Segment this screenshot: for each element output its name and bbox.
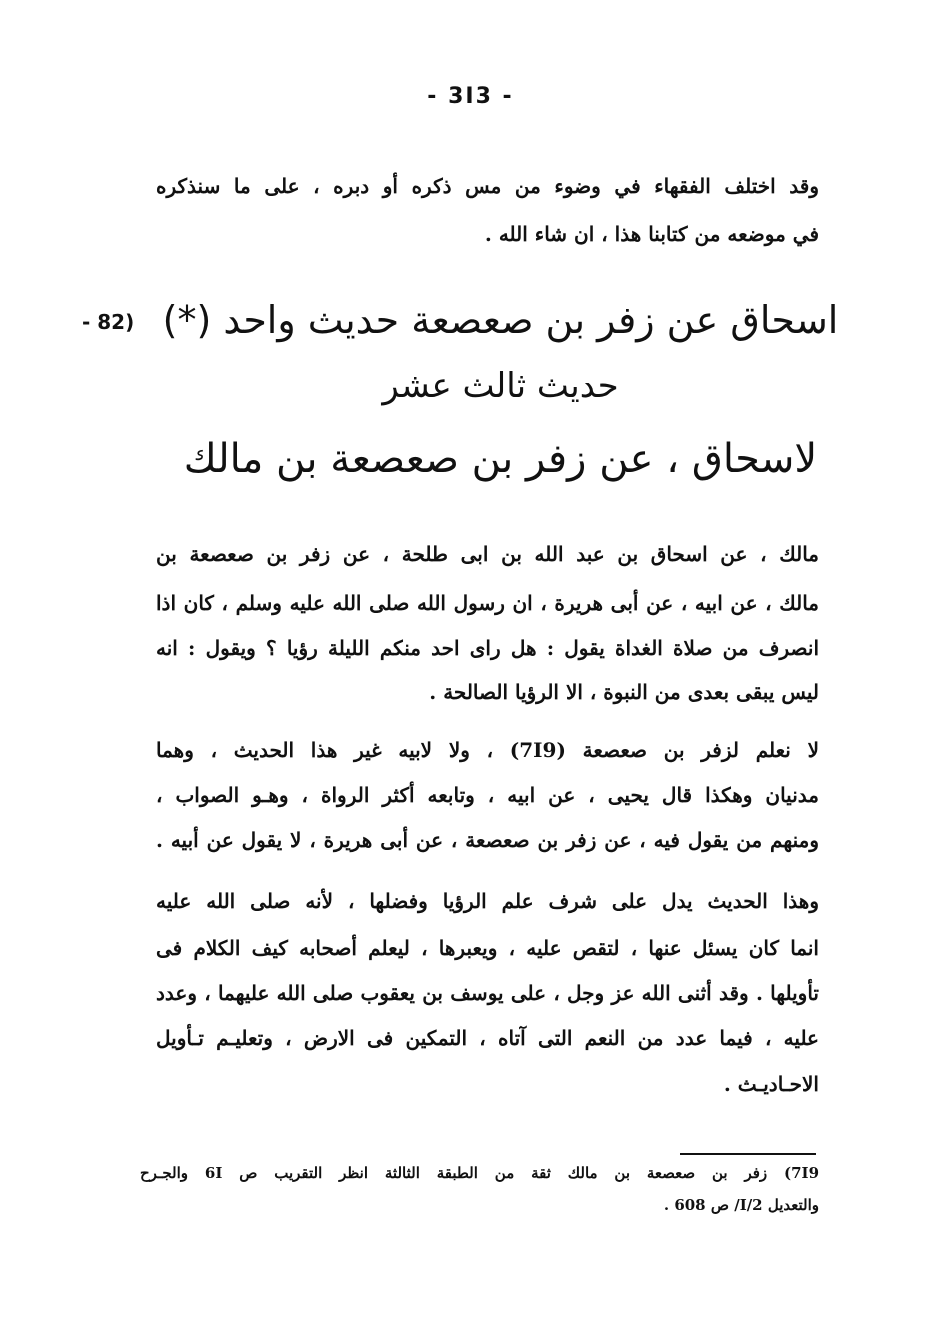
footnote-line-1: 7I9) زفر بن صعصعة بن مالك ثقة من الطبقة الثالثة انظر التقريب ص 6I والجـرح	[140, 1164, 819, 1182]
paragraph-1-line-1: مالك ، عن اسحاق بن عبد الله بن ابى طلحة ، عن زفر بن صعصعة بن	[156, 542, 819, 566]
heading-subtitle: حديث ثالث عشر	[382, 366, 619, 406]
paragraph-3-line-4: عليه ، فيما عدد من النعم التى آتاه ، التمكين فى الارض ، وتعليـم تـأويل	[156, 1026, 819, 1050]
footnote-line-2: والتعديل I/2/ ص 608 .	[663, 1196, 819, 1214]
side-marker: - 82)	[82, 310, 135, 334]
heading-chain: لاسحاق ، عن زفر بن صعصعة بن مالك	[183, 436, 818, 482]
paragraph-1-line-3: انصرف من صلاة الغداة يقول : هل راى احد منكم الليلة رؤيا ؟ ويقول : انه	[156, 636, 819, 660]
heading-title: اسحاق عن زفر بن صعصعة حديث واحد (*)	[162, 298, 839, 342]
paragraph-3-line-2: انما كان يسئل عنها ، لتقص عليه ، ويعبرها ، ليعلم أصحابه كيف الكلام فى	[156, 936, 819, 960]
page-number: - 3I3 -	[427, 84, 514, 109]
paragraph-2-line-1: لا نعلم لزفر بن صعصعة (7I9) ، ولا لابيه غير هذا الحديث ، وهما	[156, 738, 819, 762]
paragraph-3-line-5: الاحـاديـث .	[723, 1072, 819, 1096]
paragraph-1-line-4: ليس يبقى بعدى من النبوة ، الا الرؤيا الصالحة .	[429, 680, 819, 704]
paragraph-3-line-1: وهذا الحديث يدل على شرف علم الرؤيا وفضلها ، لأنه صلى الله عليه	[156, 889, 819, 913]
paragraph-2-line-3: ومنهم من يقول فيه ، عن زفر بن صعصعة ، عن أبى هريرة ، لا يقول عن أبيه .	[156, 828, 819, 852]
paragraph-3-line-3: تأويلها . وقد أثنى الله عز وجل ، على يوسف بن يعقوب صلى الله عليهما ، وعدد	[156, 981, 819, 1005]
intro-line-1: وقد اختلف الفقهاء في وضوء من مس ذكره أو دبره ، على ما سنذكره	[156, 174, 819, 198]
footnote-divider	[680, 1153, 816, 1155]
intro-line-2: في موضعه من كتابنا هذا ، ان شاء الله .	[484, 222, 819, 246]
paragraph-1-line-2: مالك ، عن ابيه ، عن أبى هريرة ، ان رسول الله صلى الله عليه وسلم ، كان اذا	[156, 591, 819, 615]
paragraph-2-line-2: مدنيان وهكذا قال يحيى ، عن ابيه ، وتابعه أكثر الرواة ، وهـو الصواب ،	[156, 783, 819, 807]
